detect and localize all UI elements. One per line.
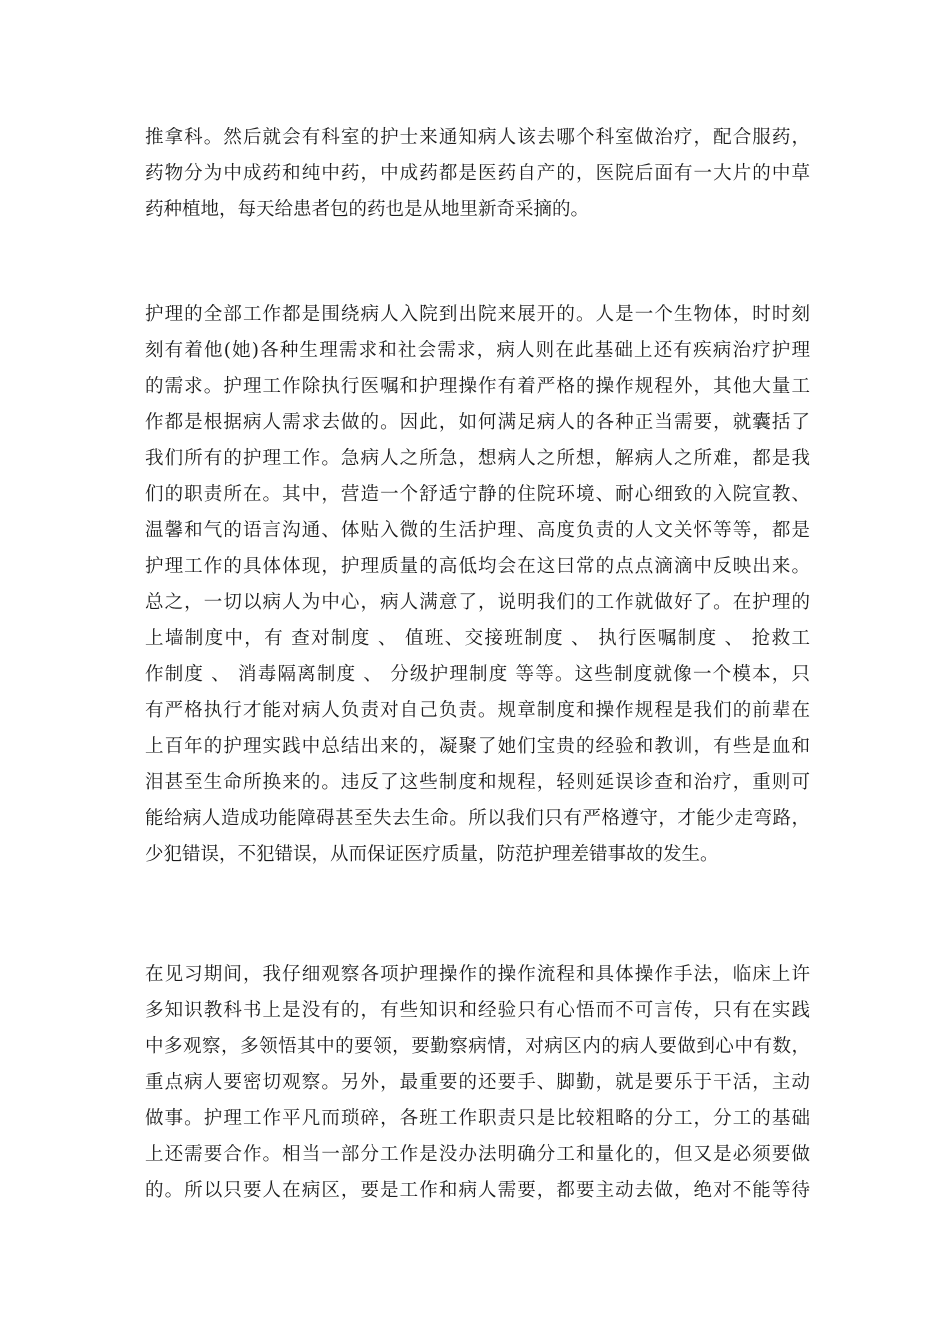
text-line: 有严格执行才能对病人负责对自己负责。规章制度和操作规程是我们的前辈在 xyxy=(145,700,810,721)
paragraph xyxy=(145,957,810,1209)
paragraph xyxy=(145,297,810,873)
text-line: 温馨和气的语言沟通、体贴入微的生活护理、高度负责的人文关怀等等，都是 xyxy=(145,520,810,541)
text-line: 在见习期间，我仔细观察各项护理操作的操作流程和具体操作手法，临床上许 xyxy=(145,964,810,985)
text-line: 刻有着他(她)各种生理需求和社会需求，病人则在此基础上还有疾病治疗护理 xyxy=(145,340,810,361)
text-line: 我们所有的护理工作。急病人之所急，想病人之所想，解病人之所难，都是我 xyxy=(145,448,810,469)
text-line: 作都是根据病人需求去做的。因此，如何满足病人的各种正当需要，就囊括了 xyxy=(145,412,810,433)
text-line: 泪甚至生命所换来的。违反了这些制度和规程，轻则延误诊查和治疗，重则可 xyxy=(145,772,810,793)
text-line: 多知识教科书上是没有的，有些知识和经验只有心悟而不可言传，只有在实践 xyxy=(145,1000,810,1021)
text-line: 上百年的护理实践中总结出来的，凝聚了她们宝贵的经验和教训，有些是血和 xyxy=(145,736,810,757)
text-line: 护理工作的具体体现，护理质量的高低均会在这曰常的点点滴滴中反映出来。 xyxy=(145,556,810,577)
paragraph xyxy=(145,120,810,228)
text-line: 总之，一切以病人为中心，病人满意了，说明我们的工作就做好了。在护理的 xyxy=(145,592,810,613)
text-line: 的需求。护理工作除执行医嘱和护理操作有着严格的操作规程外，其他大量工 xyxy=(145,376,810,397)
text-line: 的。所以只要人在病区，要是工作和病人需要，都要主动去做，绝对不能等待 xyxy=(145,1180,810,1201)
text-line: 药种植地，每天给患者包的药也是从地里新奇采摘的。 xyxy=(145,199,590,220)
text-line: 护理的全部工作都是围绕病人入院到出院来展开的。人是一个生物体，时时刻 xyxy=(145,304,810,325)
text-line: 少犯错误，不犯错误，从而保证医疗质量，防范护理差错事故的发生。 xyxy=(145,844,719,865)
text-line: 药物分为中成药和纯中药，中成药都是医药自产的，医院后面有一大片的中草 xyxy=(145,163,810,184)
text-line: 们的职责所在。其中，营造一个舒适宁静的住院环境、耐心细致的入院宣教、 xyxy=(145,484,810,505)
text-line: 能给病人造成功能障碍甚至失去生命。所以我们只有严格遵守，才能少走弯路， xyxy=(145,808,810,829)
text-line: 重点病人要密切观察。另外，最重要的还要手、脚勤，就是要乐于干活，主动 xyxy=(145,1072,810,1093)
text-line: 中多观察，多领悟其中的要领，要勤察病情，对病区内的病人要做到心中有数， xyxy=(145,1036,810,1057)
text-line: 做事。护理工作平凡而琐碎，各班工作职责只是比较粗略的分工，分工的基础 xyxy=(145,1108,810,1129)
text-line: 上还需要合作。相当一部分工作是没办法明确分工和量化的，但又是必须要做 xyxy=(145,1144,810,1165)
text-line: 作制度 、 消毒隔离制度 、 分级护理制度 等等。这些制度就像一个模本，只 xyxy=(145,664,810,685)
text-line: 上墙制度中，有 查对制度 、 值班、交接班制度 、 执行医嘱制度 、 抢救工 xyxy=(145,628,810,649)
text-line: 推拿科。然后就会有科室的护士来通知病人该去哪个科室做治疗，配合服药， xyxy=(145,127,810,148)
